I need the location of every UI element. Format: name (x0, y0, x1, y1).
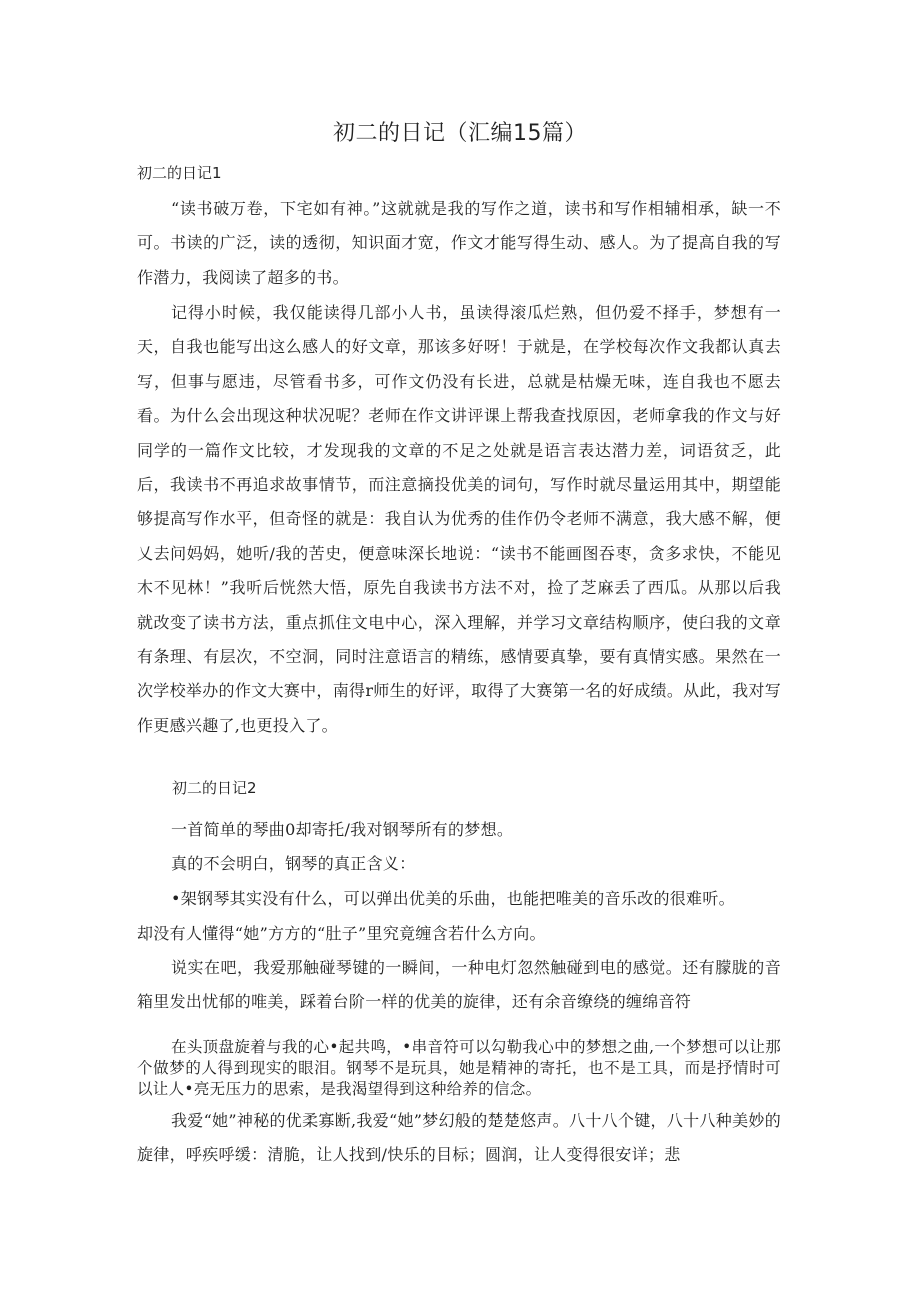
paragraph-6: 说实在吧，我爱那触碰琴键的一瞬间，一种电灯忽然触碰到电的感觉。还有朦胧的音箱里发出忧郁的唯美，踩着台阶一样的优美的旋律，还有余音缭绕的缠绵音符 (137, 958, 781, 1012)
paragraph-7: 在头顶盘旋着与我的心•起共鸣，•串音符可以勾勒我心中的梦想之曲,一个梦想可以让那个做梦的人得到现实的眼泪。钢琴不是玩具，她是精神的寄托，也不是工具，而是抒情时可以让人•亮无压力的思索，是我渴望得到这种给养的信念。 (137, 1038, 781, 1098)
paragraph-5: •架钢琴其实没有什么，可以弹出优美的乐曲，也能把唯美的音乐改的很难听。 (171, 889, 735, 908)
paragraph-5-continued: 却没有人懂得“她”方方的“肚子”里究竟缠含若什么方向。 (137, 924, 546, 943)
document-title: 初二的日记（汇编15篇） (333, 121, 587, 146)
paragraph-3: 一首简单的琴曲0却寄托/我对钢琴所有的梦想。 (171, 820, 514, 839)
paragraph-4: 真的不会明白，钢琴的真正含义： (171, 854, 416, 873)
paragraph-8: 我爱“她”神秘的优柔寡断,我爱“她”梦幻般的楚楚悠声。八十八个键，八十八种美妙的旋律，呼疾呼缓：清脆，让人找到/快乐的目标；圆润，让人变得很安详；悲 (137, 1111, 781, 1165)
paragraph-2: 记得小时候，我仅能读得几部小人书，虽读得滚瓜烂熟，但仍爱不择手，梦想有一天，自我也能写出这么感人的好文章，那该多好呀！于就是，在学校每次作文我都认真去写，但事与愿违，尽管看书多，可作文仍没有长进，总就是枯燥无味，连自我也不愿去看。为什么会出现这种状况呢？老师在作文讲评课上帮我查找原因，老师拿我的作文与好同学的一篇作文比较，才发现我的文章的不足之处就是语言表达潜力差，词语贫乏，此后，我读书不再追求故事情节，而注意摘投优美的词句，写作时就尽量运用其中，期望能够提高写作水平，但奇怪的就是：我自认为优秀的佳作仍令老师不满意，我大感不解，便乂去问妈妈，她听/我的苦史，便意味深长地说：“读书不能画图吞枣，贪多求快，不能见木不见林！”我听后恍然大悟，原先自我读书方法不对，捡了芝麻丢了西瓜。从那以后我就改变了读书方法，重点抓住文电中心，深入理解，并学习文章结构顺序，使臼我的文章有条理、有层次，不空洞，同时注意语言的精练，感情要真挚，要有真情实感。果然在一次学校举办的作文大赛中，南得r师生的好评，取得了大赛第一名的好成绩。从此，我对写作更感兴趣了,也更投入了。 (137, 303, 781, 735)
section-heading-2: 初二的日记2 (172, 779, 257, 797)
section-heading-1: 初二的日记1 (137, 164, 222, 182)
paragraph-1: “读书破万卷，下宅如有神。”这就就是我的写作之道，读书和写作相辅相承，缺一不可。书读的广泛，读的透彻，知识面才宽，作文才能写得生动、感人。为了提高自我的写作潜力，我阅读了超多的书。 (137, 199, 781, 287)
